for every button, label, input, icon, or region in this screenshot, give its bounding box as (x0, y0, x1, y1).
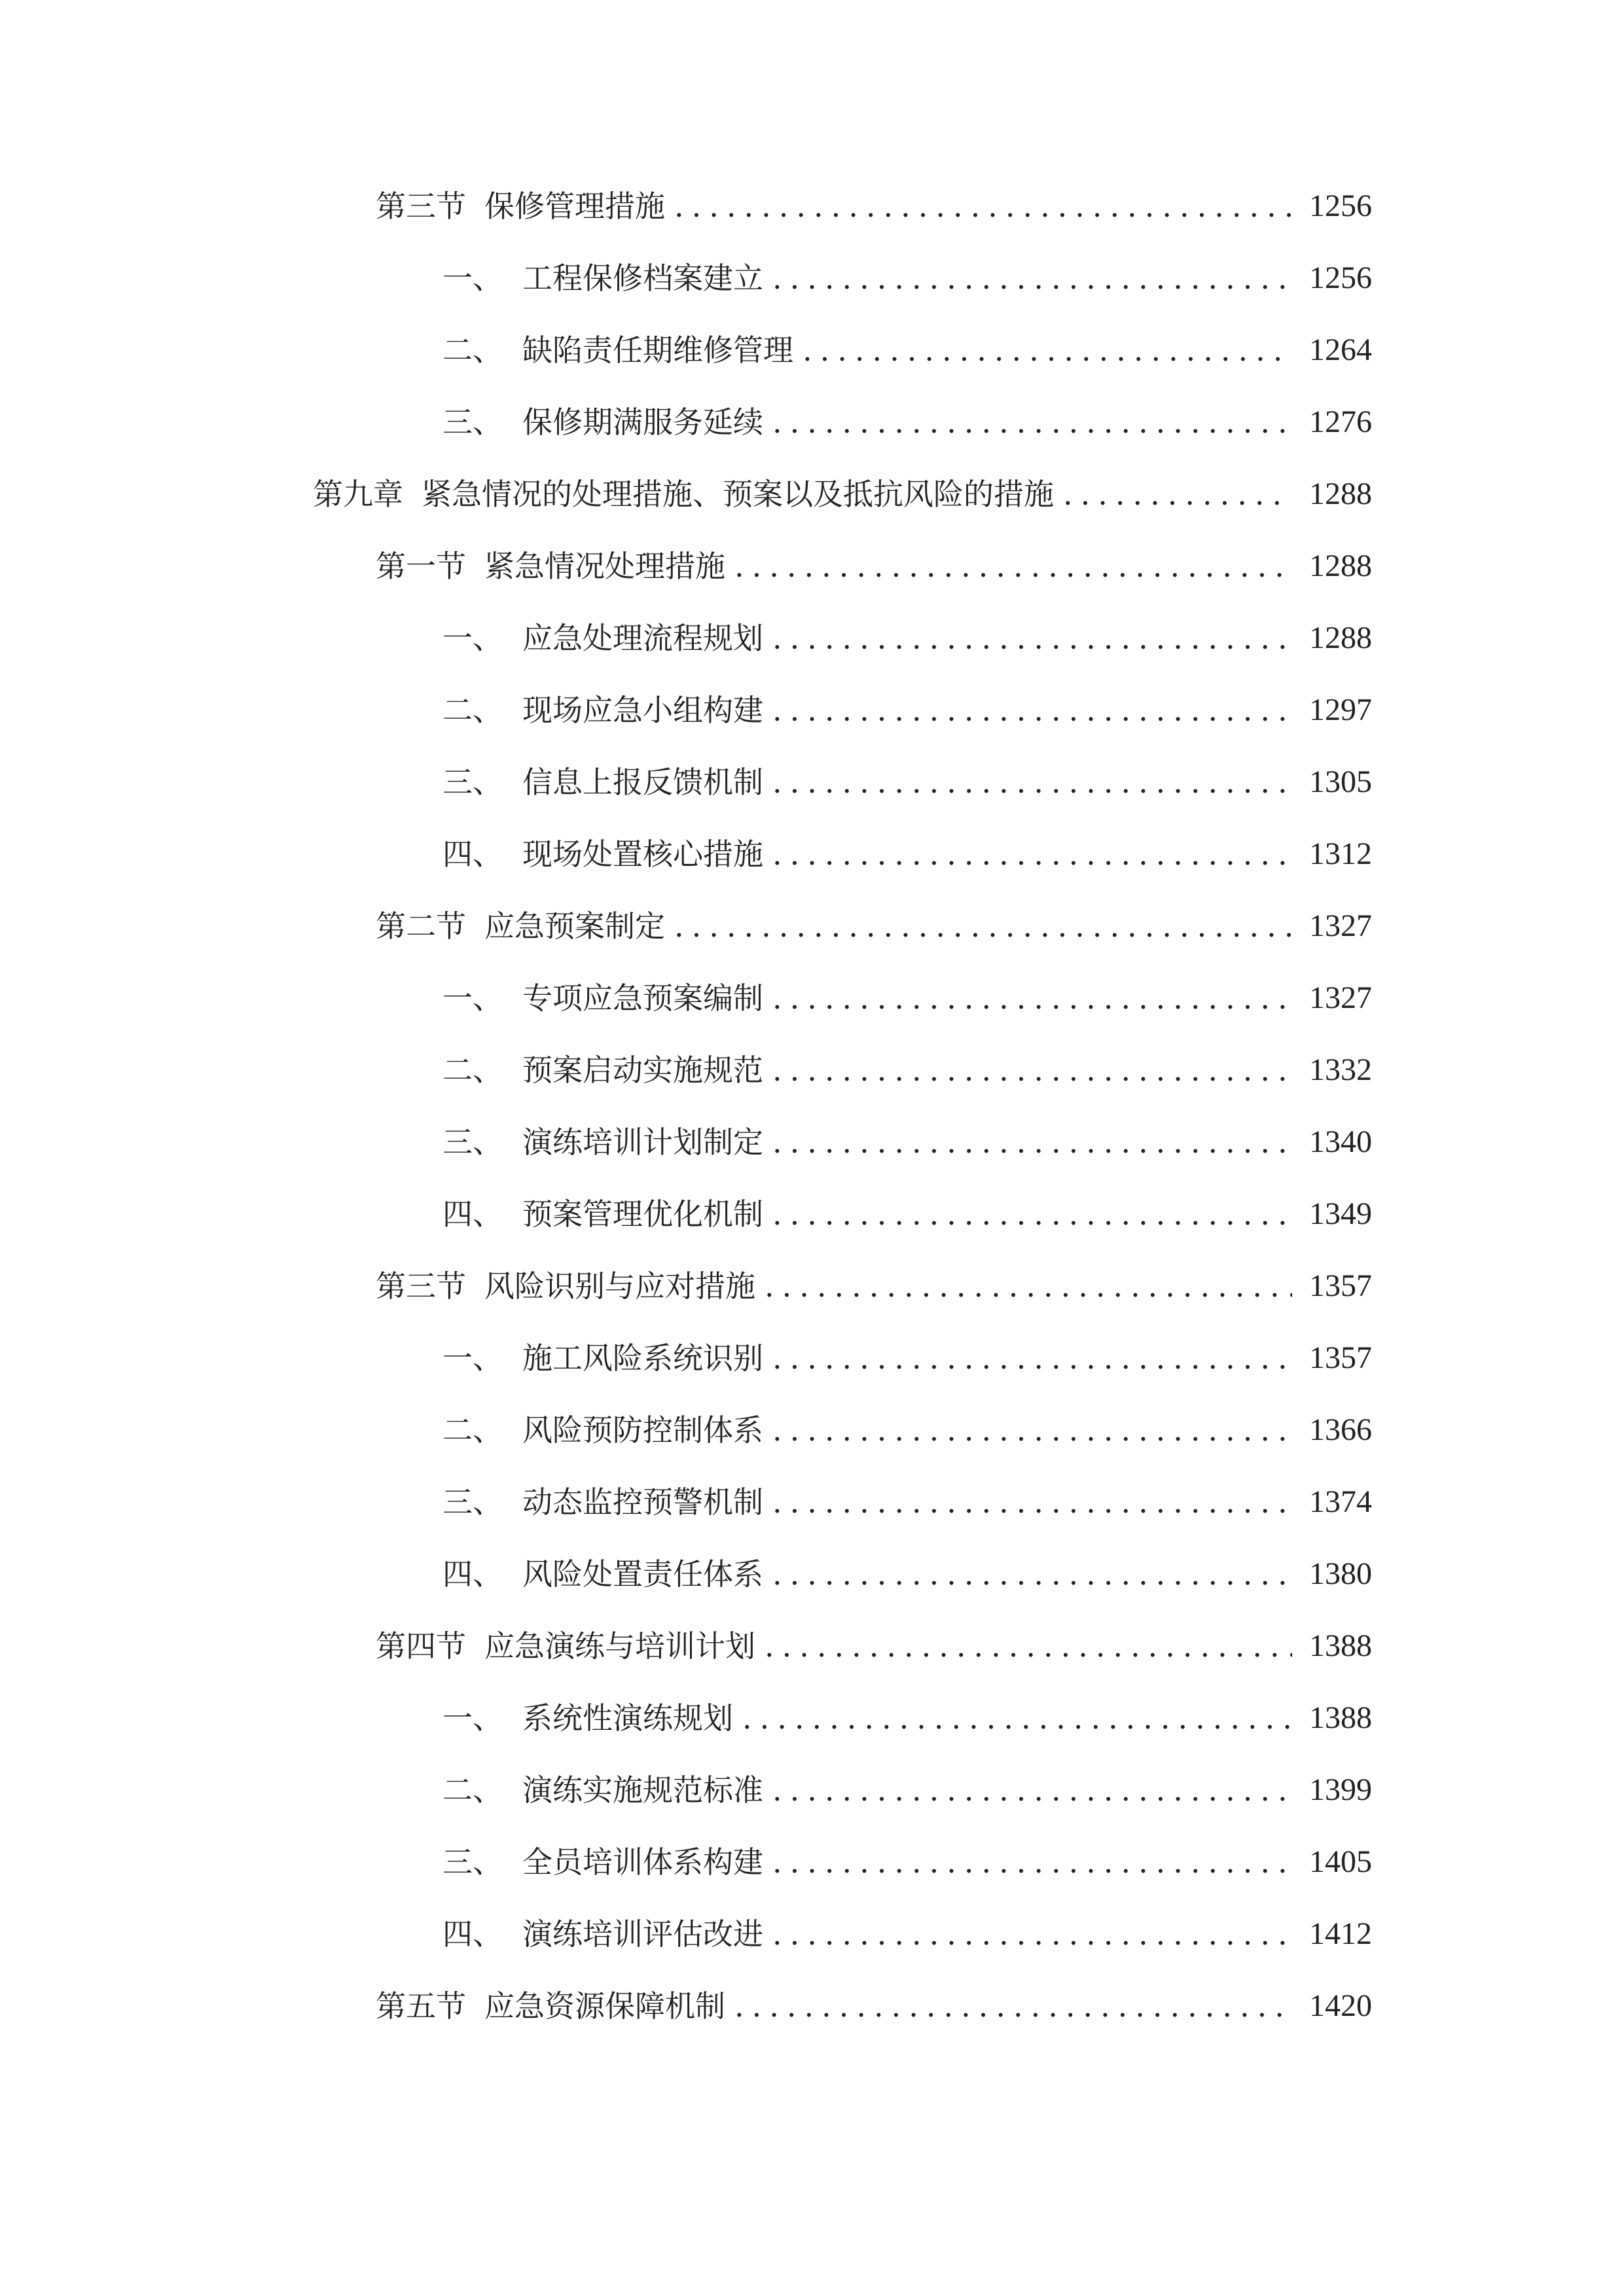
toc-dot-leader (733, 1695, 1292, 1741)
toc-entry-number: 二、 (442, 1412, 503, 1448)
toc-entry[interactable] (442, 975, 1372, 1021)
toc-entry[interactable] (442, 1479, 1372, 1525)
toc-entry-page: 1297 (1309, 692, 1372, 727)
toc-entry-title: 现场处置核心措施 (522, 836, 763, 872)
toc-entry-number: 四、 (442, 1556, 503, 1592)
toc-entry-number: 一、 (442, 1700, 503, 1736)
toc-dot-leader (763, 1119, 1292, 1165)
toc-entry-page: 1412 (1309, 1916, 1372, 1951)
toc-entry-page: 1288 (1309, 476, 1372, 511)
toc-entry-number: 第一节 (376, 548, 466, 584)
toc-entry-page: 1305 (1309, 764, 1372, 799)
toc-entry-number: 第五节 (376, 1988, 466, 2024)
toc-dot-leader (725, 1983, 1292, 2029)
toc-entry-page: 1327 (1309, 980, 1372, 1015)
toc-entry[interactable] (442, 327, 1372, 373)
toc-entry-title: 应急演练与培训计划 (484, 1628, 755, 1664)
toc-entry-page: 1332 (1309, 1052, 1372, 1087)
toc-entry[interactable] (442, 1695, 1372, 1741)
toc-entry[interactable] (442, 1335, 1372, 1381)
toc-dot-leader (725, 543, 1292, 589)
toc-entry-page: 1357 (1309, 1340, 1372, 1375)
toc-dot-leader (763, 759, 1292, 805)
toc-entry[interactable] (442, 1047, 1372, 1093)
toc-dot-leader (763, 1479, 1292, 1525)
toc-dot-leader (1054, 471, 1292, 517)
toc-entry-number: 第三节 (376, 1268, 466, 1304)
toc-entry-number: 一、 (442, 260, 503, 296)
toc-dot-leader (763, 615, 1292, 661)
toc-dot-leader (763, 255, 1292, 301)
toc-entry-number: 二、 (442, 332, 503, 368)
toc-entry-number: 一、 (442, 980, 503, 1016)
toc-entry-page: 1288 (1309, 548, 1372, 583)
toc-entry-page: 1420 (1309, 1988, 1372, 2023)
toc-entry[interactable] (442, 1191, 1372, 1237)
toc-dot-leader (763, 1767, 1292, 1813)
toc-dot-leader (763, 399, 1292, 445)
toc-dot-leader (763, 1911, 1292, 1957)
toc-entry-title: 应急资源保障机制 (484, 1988, 725, 2024)
toc-entry[interactable] (442, 1839, 1372, 1885)
toc-entry[interactable] (442, 1407, 1372, 1453)
toc-entry[interactable] (442, 1551, 1372, 1597)
toc-dot-leader (763, 975, 1292, 1021)
toc-dot-leader (763, 1839, 1292, 1885)
toc-entry-title: 应急预案制定 (484, 908, 665, 944)
toc-entry-title: 风险识别与应对措施 (484, 1268, 755, 1304)
toc-dot-leader (755, 1623, 1292, 1669)
toc-entry-number: 第四节 (376, 1628, 466, 1664)
toc-entry-title: 紧急情况的处理措施、预案以及抵抗风险的措施 (422, 476, 1054, 512)
toc-entry-number: 二、 (442, 692, 503, 728)
toc-entry[interactable] (376, 183, 1372, 229)
toc-dot-leader (763, 831, 1292, 877)
toc-entry-number: 二、 (442, 1052, 503, 1088)
toc-entry-title: 动态监控预警机制 (522, 1484, 763, 1520)
toc-entry-number: 三、 (442, 764, 503, 800)
toc-entry-number: 三、 (442, 1484, 503, 1520)
toc-entry[interactable] (376, 1263, 1372, 1309)
toc-entry-title: 系统性演练规划 (522, 1700, 733, 1736)
toc-entry-title: 信息上报反馈机制 (522, 764, 763, 800)
toc-entry-title: 现场应急小组构建 (522, 692, 763, 728)
toc-entry-title: 全员培训体系构建 (522, 1844, 763, 1880)
toc-entry[interactable] (442, 615, 1372, 661)
toc-entry-title: 风险预防控制体系 (522, 1412, 763, 1448)
toc-entry-title: 保修期满服务延续 (522, 404, 763, 440)
toc-entry-number: 一、 (442, 620, 503, 656)
toc-entry-title: 保修管理措施 (484, 188, 665, 224)
toc-entry-number: 第九章 (313, 476, 403, 512)
toc-dot-leader (763, 1335, 1292, 1381)
toc-entry-title: 工程保修档案建立 (522, 260, 763, 296)
toc-entry-page: 1312 (1309, 836, 1372, 871)
toc-entry-number: 第二节 (376, 908, 466, 944)
toc-dot-leader (793, 327, 1292, 373)
toc-entry[interactable] (376, 903, 1372, 949)
toc-entry-title: 预案管理优化机制 (522, 1196, 763, 1232)
toc-entry[interactable] (376, 543, 1372, 589)
toc-entry[interactable] (442, 831, 1372, 877)
toc-entry-page: 1399 (1309, 1772, 1372, 1807)
toc-entry[interactable] (442, 759, 1372, 805)
toc-entry[interactable] (442, 1911, 1372, 1957)
toc-entry-title: 演练实施规范标准 (522, 1772, 763, 1808)
toc-entry[interactable] (376, 1623, 1372, 1669)
toc-entry-page: 1327 (1309, 908, 1372, 943)
toc-entry-page: 1388 (1309, 1628, 1372, 1663)
toc-entry-page: 1264 (1309, 332, 1372, 367)
toc-entry-title: 演练培训评估改进 (522, 1916, 763, 1952)
toc-entry-title: 应急处理流程规划 (522, 620, 763, 656)
toc-entry-number: 四、 (442, 1196, 503, 1232)
toc-entry[interactable] (442, 255, 1372, 301)
toc-entry[interactable] (442, 1119, 1372, 1165)
toc-dot-leader (763, 1407, 1292, 1453)
toc-entry-page: 1380 (1309, 1556, 1372, 1591)
toc-entry[interactable] (442, 687, 1372, 733)
toc-entry-number: 二、 (442, 1772, 503, 1808)
toc-entry-title: 风险处置责任体系 (522, 1556, 763, 1592)
toc-dot-leader (763, 1047, 1292, 1093)
toc-entry-number: 三、 (442, 404, 503, 440)
toc-entry-title: 演练培训计划制定 (522, 1124, 763, 1160)
toc-entry-page: 1374 (1309, 1484, 1372, 1519)
toc-entry-page: 1349 (1309, 1196, 1372, 1231)
toc-entry-page: 1388 (1309, 1700, 1372, 1735)
toc-entry-title: 预案启动实施规范 (522, 1052, 763, 1088)
toc-entry-page: 1276 (1309, 404, 1372, 439)
toc-dot-leader (665, 183, 1292, 229)
toc-entry[interactable] (313, 471, 1372, 517)
toc-entry-title: 紧急情况处理措施 (484, 548, 725, 584)
toc-entry-title: 施工风险系统识别 (522, 1340, 763, 1376)
toc-dot-leader (665, 903, 1292, 949)
toc-dot-leader (755, 1263, 1292, 1309)
toc-entry-page: 1256 (1309, 188, 1372, 223)
toc-entry[interactable] (442, 1767, 1372, 1813)
toc-entry-number: 三、 (442, 1844, 503, 1880)
toc-entry-page: 1366 (1309, 1412, 1372, 1447)
toc-entry-page: 1288 (1309, 620, 1372, 655)
toc-entry-number: 四、 (442, 836, 503, 872)
toc-entry-number: 第三节 (376, 188, 466, 224)
toc-entry[interactable] (376, 1983, 1372, 2029)
toc-entry-page: 1340 (1309, 1124, 1372, 1159)
toc-dot-leader (763, 687, 1292, 733)
toc-entry-number: 四、 (442, 1916, 503, 1952)
toc-entry-number: 一、 (442, 1340, 503, 1376)
toc-entry-number: 三、 (442, 1124, 503, 1160)
toc-entry[interactable] (442, 399, 1372, 445)
toc-entry-page: 1357 (1309, 1268, 1372, 1303)
toc-entry-title: 缺陷责任期维修管理 (522, 332, 793, 368)
toc-entry-page: 1256 (1309, 260, 1372, 295)
toc-entry-page: 1405 (1309, 1844, 1372, 1879)
toc-entry-title: 专项应急预案编制 (522, 980, 763, 1016)
toc-dot-leader (763, 1551, 1292, 1597)
toc-dot-leader (763, 1191, 1292, 1237)
